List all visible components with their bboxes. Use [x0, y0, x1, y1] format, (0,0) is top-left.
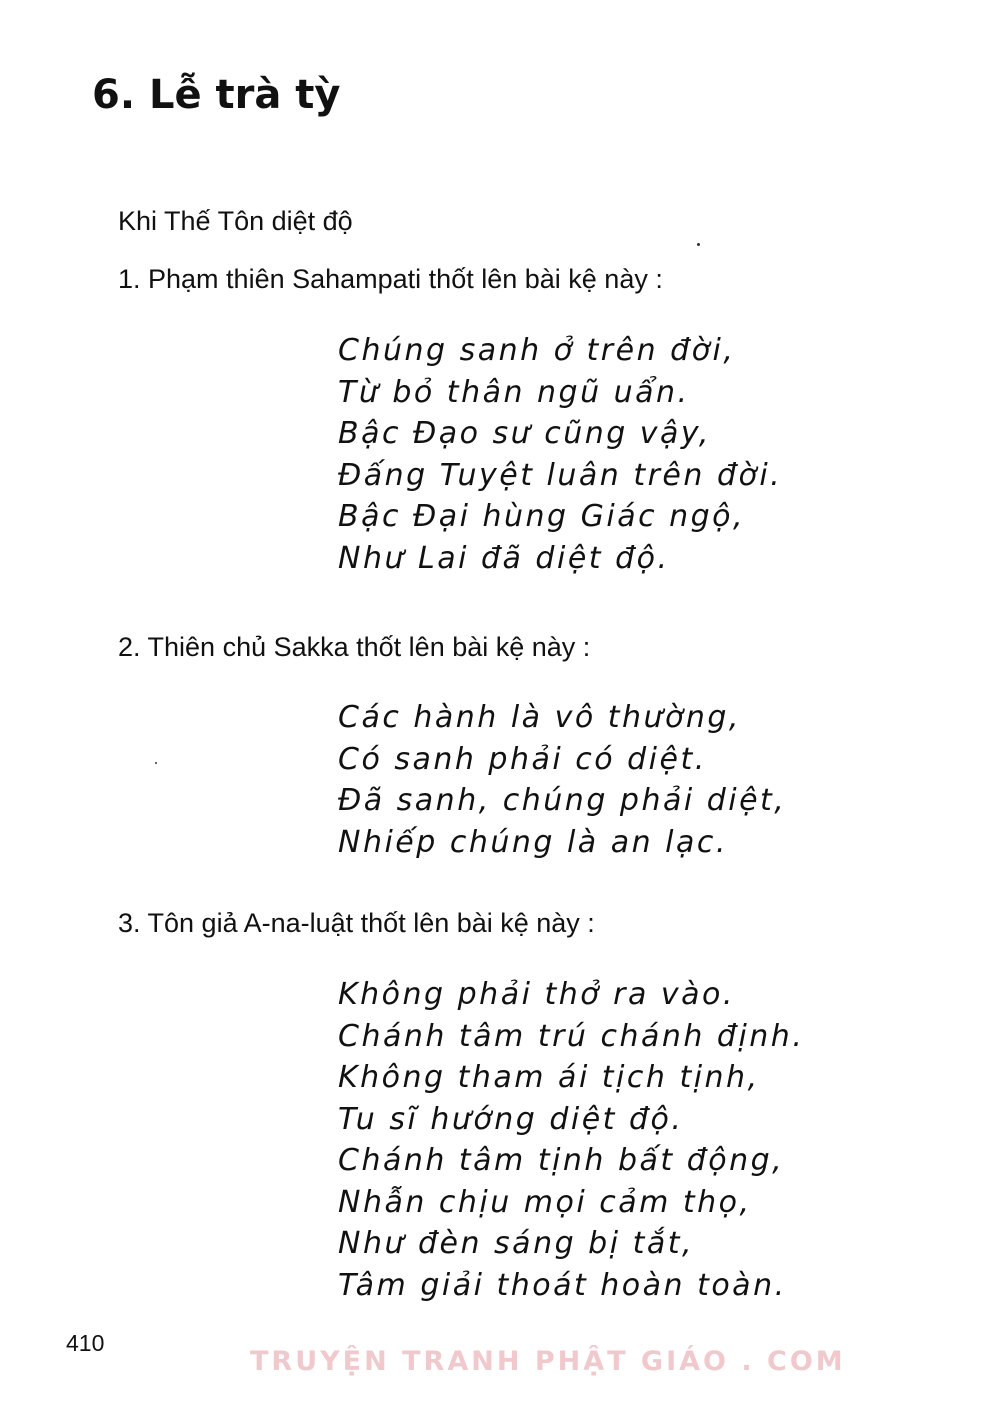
verse-line: Các hành là vô thường, [338, 700, 741, 735]
verse-line: Tâm giải thoát hoàn toàn. [338, 1267, 787, 1303]
verse-line: Tu sĩ hướng diệt độ. [338, 1101, 684, 1137]
verse-line: Như đèn sáng bị tắt, [338, 1226, 695, 1261]
intro-line: Khi Thế Tôn diệt độ [118, 206, 353, 236]
verse-line: Có sanh phải có diệt. [338, 741, 707, 777]
watermark: TRUYỆN TRANH PHẬT GIÁO . COM [250, 1346, 846, 1377]
chapter-title: 6. Lễ trà tỳ [92, 72, 341, 118]
verse-line: Từ bỏ thân ngũ uẩn. [338, 374, 690, 410]
scan-speck [155, 762, 157, 764]
scan-speck [697, 243, 700, 246]
verse-line: Bậc Đạo sư cũng vậy, [338, 416, 711, 451]
verse-line: Bậc Đại hùng Giác ngộ, [338, 499, 746, 534]
verse-line: Chúng sanh ở trên đời, [338, 333, 736, 368]
verse-line: Không phải thở ra vào. [338, 977, 735, 1012]
section-1-heading: 1. Phạm thiên Sahampati thốt lên bài kệ này : [118, 264, 663, 294]
page-number: 410 [66, 1330, 105, 1356]
verse-line: Như Lai đã diệt độ. [338, 540, 670, 576]
section-1-verse [338, 330, 782, 579]
verse-line: Không tham ái tịch tịnh, [338, 1060, 760, 1095]
section-2-verse [338, 697, 786, 863]
verse-line: Đấng Tuyệt luân trên đời. [338, 457, 783, 493]
verse-line: Chánh tâm tịnh bất động, [338, 1143, 785, 1178]
section-3-verse [338, 974, 804, 1306]
section-2-heading: 2. Thiên chủ Sakka thốt lên bài kệ này : [118, 632, 591, 662]
verse-line: Chánh tâm trú chánh định. [338, 1018, 805, 1054]
section-3-heading: 3. Tôn giả A-na-luật thốt lên bài kệ này : [118, 908, 595, 938]
verse-line: Đã sanh, chúng phải diệt, [338, 783, 787, 818]
verse-line: Nhẫn chịu mọi cảm thọ, [338, 1184, 752, 1220]
verse-line: Nhiếp chúng là an lạc. [338, 824, 728, 860]
